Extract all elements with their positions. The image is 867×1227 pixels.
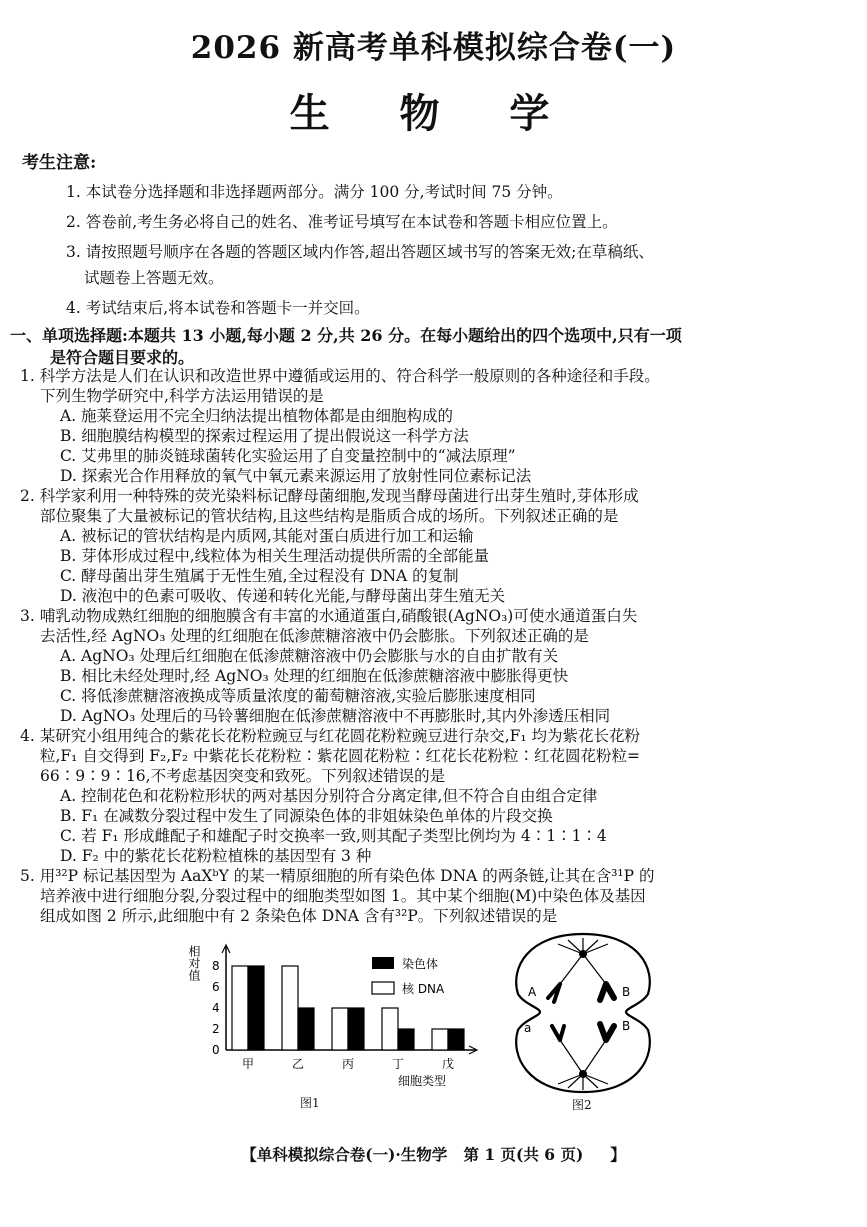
question-1-line: 下列生物学研究中,科学方法运用错误的是 [40,387,324,405]
spindle-top [558,938,608,984]
x-tick-label: 甲 [242,1057,255,1071]
notice-item: 3. 请按照题号顺序在各题的答题区域内作答,超出答题区域书写的答案无效;在草稿纸、 [66,243,654,261]
y-tick-label: 0 [212,1043,220,1057]
question-4-option-a: A. 控制花色和花粉粒形状的两对基因分别符合分离定律,但不符合自由组合定律 [60,787,598,805]
notice-item: 试题卷上答题无效。 [84,269,224,287]
bar-dna [232,966,248,1050]
question-4-option-c: C. 若 F₁ 形成雌配子和雄配子时交换率一致,则其配子类型比例均为 4∶1∶1∶4 [60,827,607,845]
bar-chromosome [448,1029,464,1050]
legend-label-chromosome: 染色体 [402,957,439,971]
gene-label: B [622,985,631,999]
subject-title: 生 物 学 [289,90,578,137]
figure-1-caption: 图1 [300,1096,320,1110]
chromosome-lower-right [600,1024,614,1040]
exam-title: 2026 新高考单科模拟综合卷(一) [190,30,677,66]
y-tick-label: 8 [212,959,220,973]
question-2-line: 2. 科学家利用一种特殊的荧光染料标记酵母菌细胞,发现当酵母菌进行出芽生殖时,芽体形成 [20,487,639,505]
question-5-line: 培养液中进行细胞分裂,分裂过程中的细胞类型如图 1。其中某个细胞(M)中染色体及基因 [40,887,646,905]
gene-label: B [622,1019,631,1033]
bar-chromosome [348,1008,364,1050]
notice-heading: 考生注意: [22,153,97,173]
section-line: 是符合题目要求的。 [50,348,195,367]
question-1-option-c: C. 艾弗里的肺炎链球菌转化实验运用了自变量控制中的“减法原理” [60,447,516,465]
question-2-option-c: C. 酵母菌出芽生殖属于无性生殖,全过程没有 DNA 的复制 [60,567,459,585]
question-4-option-d: D. F₂ 中的紫花长花粉粒植株的基因型有 3 种 [60,847,372,865]
chromosome-upper-left [548,984,560,1002]
question-4-option-b: B. F₁ 在减数分裂过程中发生了同源染色体的非姐妹染色单体的片段交换 [60,807,553,825]
question-3-option-a: A. AgNO₃ 处理后红细胞在低渗蔗糖溶液中仍会膨胀与水的自由扩散有关 [60,647,559,665]
gene-label: A [528,985,537,999]
x-tick-label: 戊 [442,1057,455,1071]
section-heading [10,325,855,369]
gene-label: a [524,1021,532,1035]
question-5-line: 组成如图 2 所示,此细胞中有 2 条染色体 DNA 含有³²P。下列叙述错误的是 [40,907,558,925]
page-footer: 【单科模拟综合卷(一)·生物学 第 1 页(共 6 页) 】 [241,1145,626,1164]
question-2-option-a: A. 被标记的管状结构是内质网,其能对蛋白质进行加工和运输 [60,527,474,545]
x-tick-label: 丙 [342,1057,355,1071]
x-axis-label: 细胞类型 [398,1074,447,1088]
legend-swatch-chromosome [372,957,394,969]
figure-1-chart [176,935,486,1115]
question-3-option-d: D. AgNO₃ 处理后的马铃薯细胞在低渗蔗糖溶液中不再膨胀时,其内外渗透压相同 [60,707,611,725]
question-4-line: 4. 某研究小组用纯合的紫花长花粉粒豌豆与红花圆花粉粒豌豆进行杂交,F₁ 均为紫花长花粉 [20,727,641,745]
question-4-line: 粒,F₁ 自交得到 F₂,F₂ 中紫花长花粉粒∶紫花圆花粉粒∶红花长花粉粒∶红花圆花粉粒= [40,747,641,765]
bar-chromosome [248,966,264,1050]
figure-2-caption: 图2 [572,1098,592,1112]
x-tick-label: 丁 [392,1057,405,1071]
chromosome-upper-right [600,984,614,1000]
bar-chromosome [398,1029,414,1050]
bar-dna [282,966,298,1050]
bar-chromosome [298,1008,314,1050]
question-1-option-b: B. 细胞膜结构模型的探索过程运用了提出假说这一科学方法 [60,427,469,445]
y-axis-label: 相对值 [187,945,201,981]
notice-item: 2. 答卷前,考生务必将自己的姓名、准考证号填写在本试卷和答题卡相应位置上。 [66,213,618,231]
question-3-line: 去活性,经 AgNO₃ 处理的红细胞在低渗蔗糖溶液中仍会膨胀。下列叙述正确的是 [40,627,589,645]
question-2-option-b: B. 芽体形成过程中,线粒体为相关生理活动提供所需的全部能量 [60,547,490,565]
centrosome-bottom [579,1070,587,1078]
question-5-line: 5. 用³²P 标记基因型为 AaXᵇY 的某一精原细胞的所有染色体 DNA 的两条链,让其在含³¹P 的 [20,867,655,885]
legend-swatch-dna [372,982,394,994]
question-3-line: 3. 哺乳动物成熟红细胞的细胞膜含有丰富的水通道蛋白,硝酸银(AgNO₃)可使水通道蛋白失 [20,607,638,625]
question-1-line: 1. 科学方法是人们在认识和改造世界中遵循或运用的、符合科学一般原则的各种途径和手段。 [20,367,660,385]
notice-item: 4. 考试结束后,将本试卷和答题卡一并交回。 [66,299,370,317]
bar-dna [382,1008,398,1050]
legend-label-dna: 核 DNA [402,982,445,996]
question-2-option-d: D. 液泡中的色素可吸收、传递和转化光能,与酵母菌出芽生殖无关 [60,587,506,605]
spindle-bottom [558,1040,608,1090]
question-1-option-a: A. 施莱登运用不完全归纳法提出植物体都是由细胞构成的 [60,407,454,425]
section-line: 一、单项选择题:本题共 13 小题,每小题 2 分,共 26 分。在每小题给出的四个选项中,只有一项 [10,326,682,345]
x-tick-label: 乙 [292,1057,305,1071]
figure-2-cell-diagram [508,928,658,1098]
bar-dna [332,1008,348,1050]
question-2-line: 部位聚集了大量被标记的管状结构,且这些结构是脂质合成的场所。下列叙述正确的是 [40,507,619,525]
question-3-option-c: C. 将低渗蔗糖溶液换成等质量浓度的葡萄糖溶液,实验后膨胀速度相同 [60,687,536,705]
notice-item: 1. 本试卷分选择题和非选择题两部分。满分 100 分,考试时间 75 分钟。 [66,183,563,201]
y-tick-label: 4 [212,1001,220,1015]
question-4-line: 66∶9∶9∶16,不考虑基因突变和致死。下列叙述错误的是 [40,767,446,785]
y-tick-label: 6 [212,980,220,994]
question-3-option-b: B. 相比未经处理时,经 AgNO₃ 处理的红细胞在低渗蔗糖溶液中膨胀得更快 [60,667,569,685]
chromosome-lower-left [552,1026,564,1040]
bar-dna [432,1029,448,1050]
question-1-option-d: D. 探索光合作用释放的氧气中氧元素来源运用了放射性同位素标记法 [60,467,532,485]
centrosome-top [579,950,587,958]
y-tick-label: 2 [212,1022,220,1036]
